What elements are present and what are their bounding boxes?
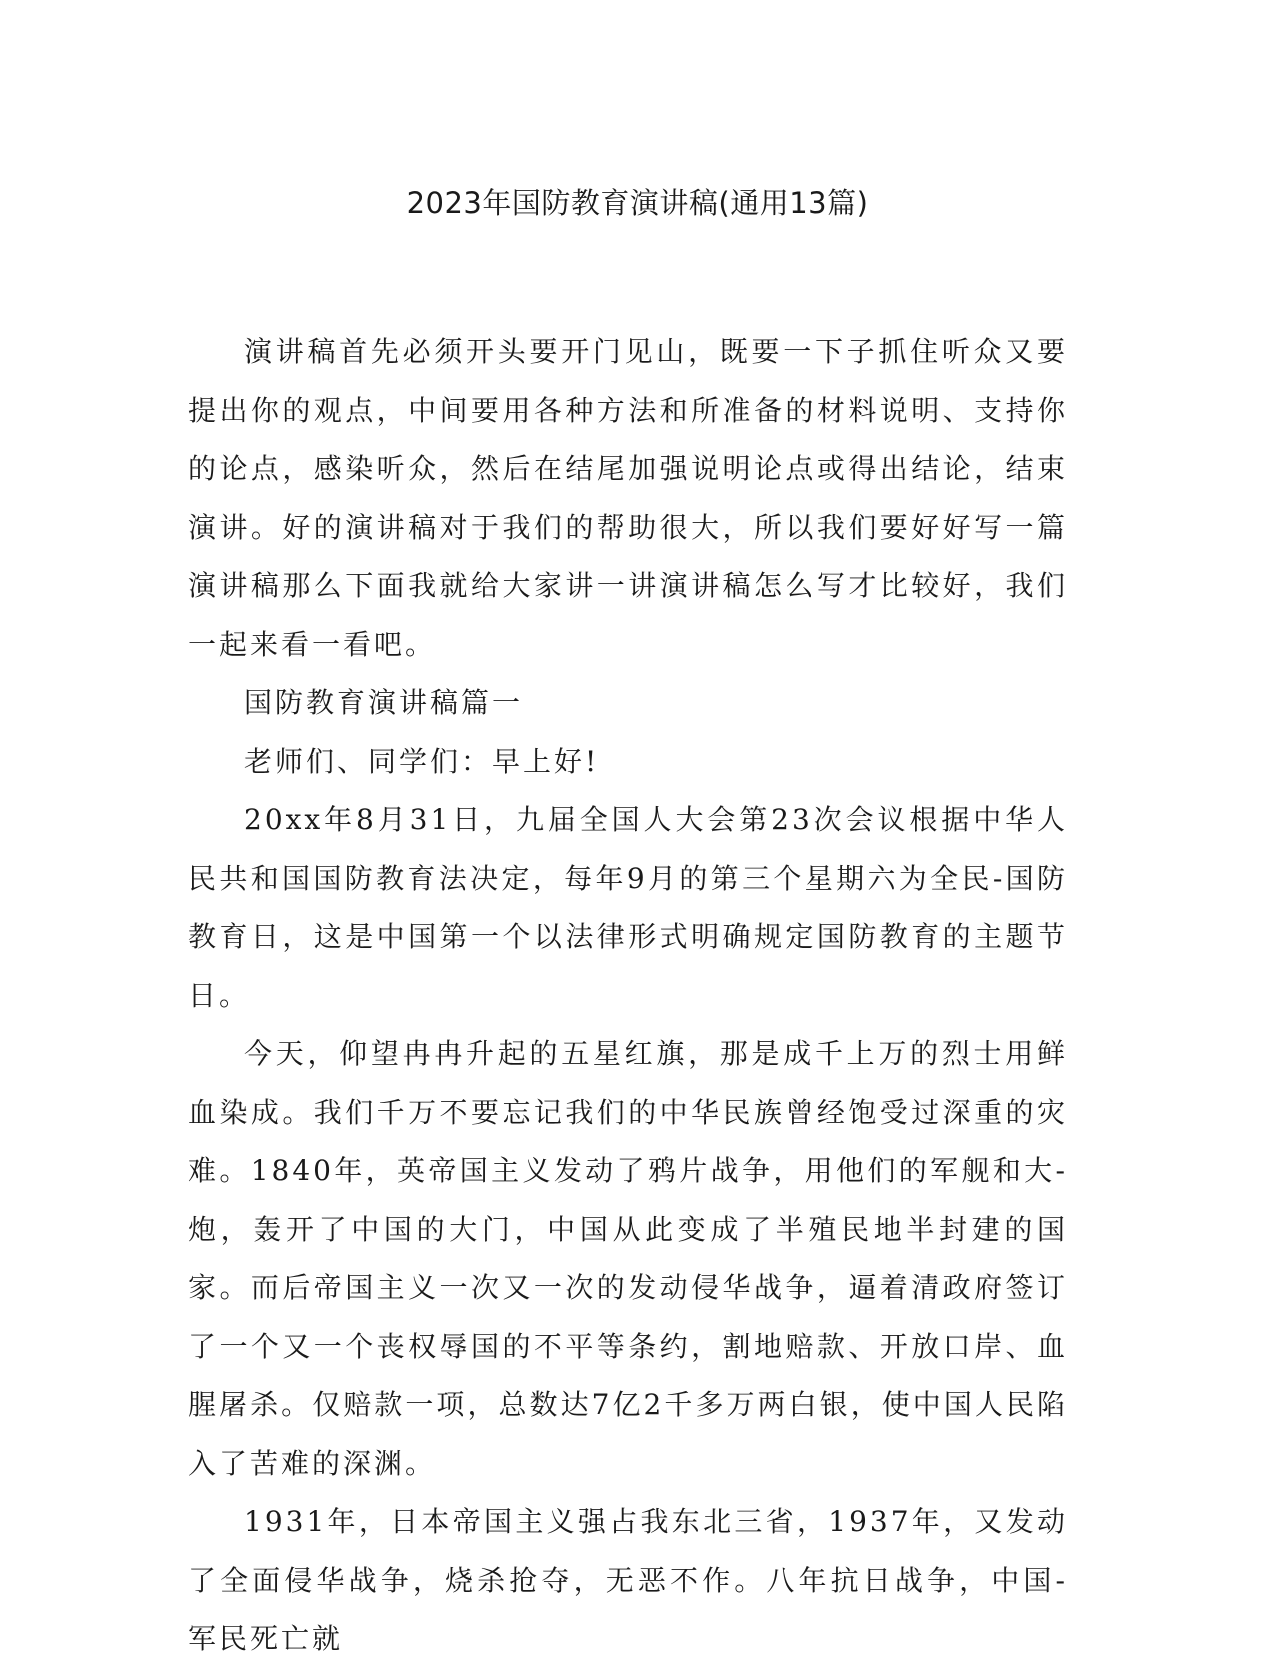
paragraph: 1931年，日本帝国主义强占我东北三省，1937年，又发动了全面侵华战争，烧杀抢夺，无恶不作。八年抗日战争，中国-军民死亡就 (188, 1505, 1068, 1655)
paragraph: 20xx年8月31日，九届全国人大会第23次会议根据中华人民共和国国防教育法决定，每年9月的第三个星期六为全民-国防教育日，这是中国第一个以法律形式明确规定国防教育的主题节日。 (188, 803, 1068, 1012)
section-heading: 国防教育演讲稿篇一 (244, 686, 524, 719)
paragraph-greeting: 老师们、同学们：早上好! (244, 744, 600, 778)
paragraph: 今天，仰望冉冉升起的五星红旗，那是成千上万的烈士用鲜血染成。我们千万不要忘记我们的中华民族曾经饱受过深重的灾难。1840年，英帝国主义发动了鸦片战争，用他们的军舰和大-炮，轰开了中国的大门，中国从此变成了半殖民地半封建的国家。而后帝国主义一次又一次的发动侵华战争，逼着清政府签订了一个又一个丧权辱国的不平等条约，割地赔款、开放口岸、血腥屠杀。仅赔款一项，总数达7亿2千多万两白银，使中国人民陷入了苦难的深渊。 (188, 1037, 1068, 1480)
document-body (188, 323, 1068, 1669)
document-title: 2023年国防教育演讲稿(通用13篇) (406, 186, 869, 220)
paragraph-intro: 演讲稿首先必须开头要开门见山，既要一下子抓住听众又要提出你的观点，中间要用各种方法和所准备的材料说明、支持你的论点，感染听众，然后在结尾加强说明论点或得出结论，结束演讲。好的演讲稿对于我们的帮助很大，所以我们要好好写一篇演讲稿那么下面我就给大家讲一讲演讲稿怎么写才比较好，我们一起来看一看吧。 (188, 335, 1068, 661)
